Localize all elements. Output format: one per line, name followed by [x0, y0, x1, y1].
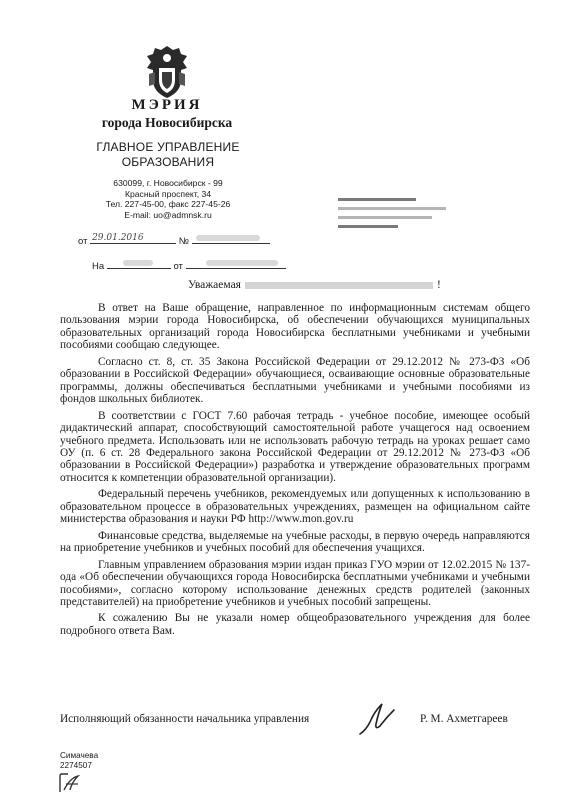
executor-phone: 2274507 [60, 761, 92, 770]
org-subtitle: города Новосибирска [101, 115, 233, 130]
address-line: 630099, г. Новосибирск - 99 [113, 178, 223, 188]
signatory-title: Исполняющий обязанности начальника управления [60, 713, 310, 725]
on-from-label: от [173, 261, 183, 272]
redacted-on-date [206, 260, 278, 266]
body-paragraph: Финансовые средства, выделяемые на учебные расходы, в первую очередь направляются на приобретение учебников и учебных пособий для обеспечения учащихся. [60, 529, 530, 555]
salutation-prefix: Уважаемая [188, 279, 241, 291]
department-title-line: ГЛАВНОЕ УПРАВЛЕНИЕ [96, 140, 240, 154]
addressee-block-redacted [338, 198, 458, 234]
on-label: На [92, 261, 105, 272]
email-line: E-mail: uo@admnsk.ru [124, 209, 212, 220]
registration-on-line [92, 258, 286, 272]
body-paragraph: Федеральный перечень учебников, рекомендуемых или допущенных к использованию в образовательном процессе в образовательных учреждениях, размещен на официальном сайте министерства образования и науки РФ http://www.mon.gov.ru [60, 488, 530, 526]
from-date-field [90, 233, 176, 244]
letter-body [60, 302, 530, 641]
salutation-suffix: ! [436, 279, 441, 291]
number-label: № [178, 236, 189, 247]
on-date-field [186, 258, 286, 269]
redaction-bar [338, 225, 398, 228]
executor-name: Симачева [60, 751, 99, 760]
executor-block [60, 751, 98, 771]
address-line: Красный проспект, 34 [124, 188, 212, 199]
body-paragraph: К сожалению Вы не указали номер общеобразовательного учреждения для более подробного ответа Вам. [60, 612, 530, 637]
body-paragraph: В ответ на Ваше обращение, направленное по информационным системам общего пользования мэрии города Новосибирска, об обеспечении обучающихся муниципальных образовательных организаций города Новосибирска бесплатными учебниками и учебными пособиями сообщаю следующее. [60, 302, 530, 352]
from-date-handwritten: 29.01.2016 [92, 233, 144, 243]
signatory-name: Р. М. Ахметгареев [420, 713, 508, 725]
org-title: МЭРИЯ [131, 97, 203, 113]
on-field [107, 258, 171, 269]
department-title [80, 140, 256, 170]
redacted-on-number [123, 260, 153, 266]
office-logo-icon [58, 772, 82, 794]
department-title-line: ОБРАЗОВАНИЯ [121, 155, 215, 169]
coat-of-arms-icon [143, 44, 191, 100]
redaction-bar [338, 207, 446, 210]
redacted-number [196, 235, 260, 241]
redaction-bar [338, 216, 432, 219]
redacted-name [245, 282, 433, 289]
signature-icon [356, 700, 398, 738]
salutation [188, 279, 441, 291]
body-paragraph: Согласно ст. 8, ст. 35 Закона Российской Федерации от 29.12.2012 № 273-ФЗ «Об образовании в Российской Федерации» обучающиеся, осваивающие основные образовательные программы, должны обеспечиваться бесплатными учебниками и учебными пособиями из фондов школьных библиотек. [60, 355, 530, 406]
redaction-bar [338, 198, 416, 201]
address-block [86, 178, 250, 220]
number-field [192, 233, 270, 244]
from-label: от [78, 236, 88, 247]
registration-from-line [78, 233, 270, 247]
body-paragraph: В соответствии с ГОСТ 7.60 рабочая тетрадь - учебное пособие, имеющее особый дидактический аппарат, способствующий самостоятельной работе учащегося над освоением учебного предмета. Использовать или не использовать рабочую тетрадь на уроках решает само ОУ (п. 6 ст. 28 Федерального закона Российской Федерации от 29.12.2012 № 273-ФЗ «Об образовании в Российской Федерации») разработка и утверждение образовательных программ относится к компетенции образовательной организации). [60, 409, 530, 484]
body-paragraph: Главным управлением образования мэрии издан приказ ГУО мэрии от 12.02.2015 № 137-ода «Об обеспечении обучающихся города Новосибирска бесплатными учебниками и учебными пособиями», согласно которому использование денежных средств родителей (законных представителей) на приобретение учебников и учебных пособий запрещены. [60, 558, 530, 608]
phone-fax-line: Тел. 227-45-00, факс 227-45-26 [105, 199, 231, 210]
